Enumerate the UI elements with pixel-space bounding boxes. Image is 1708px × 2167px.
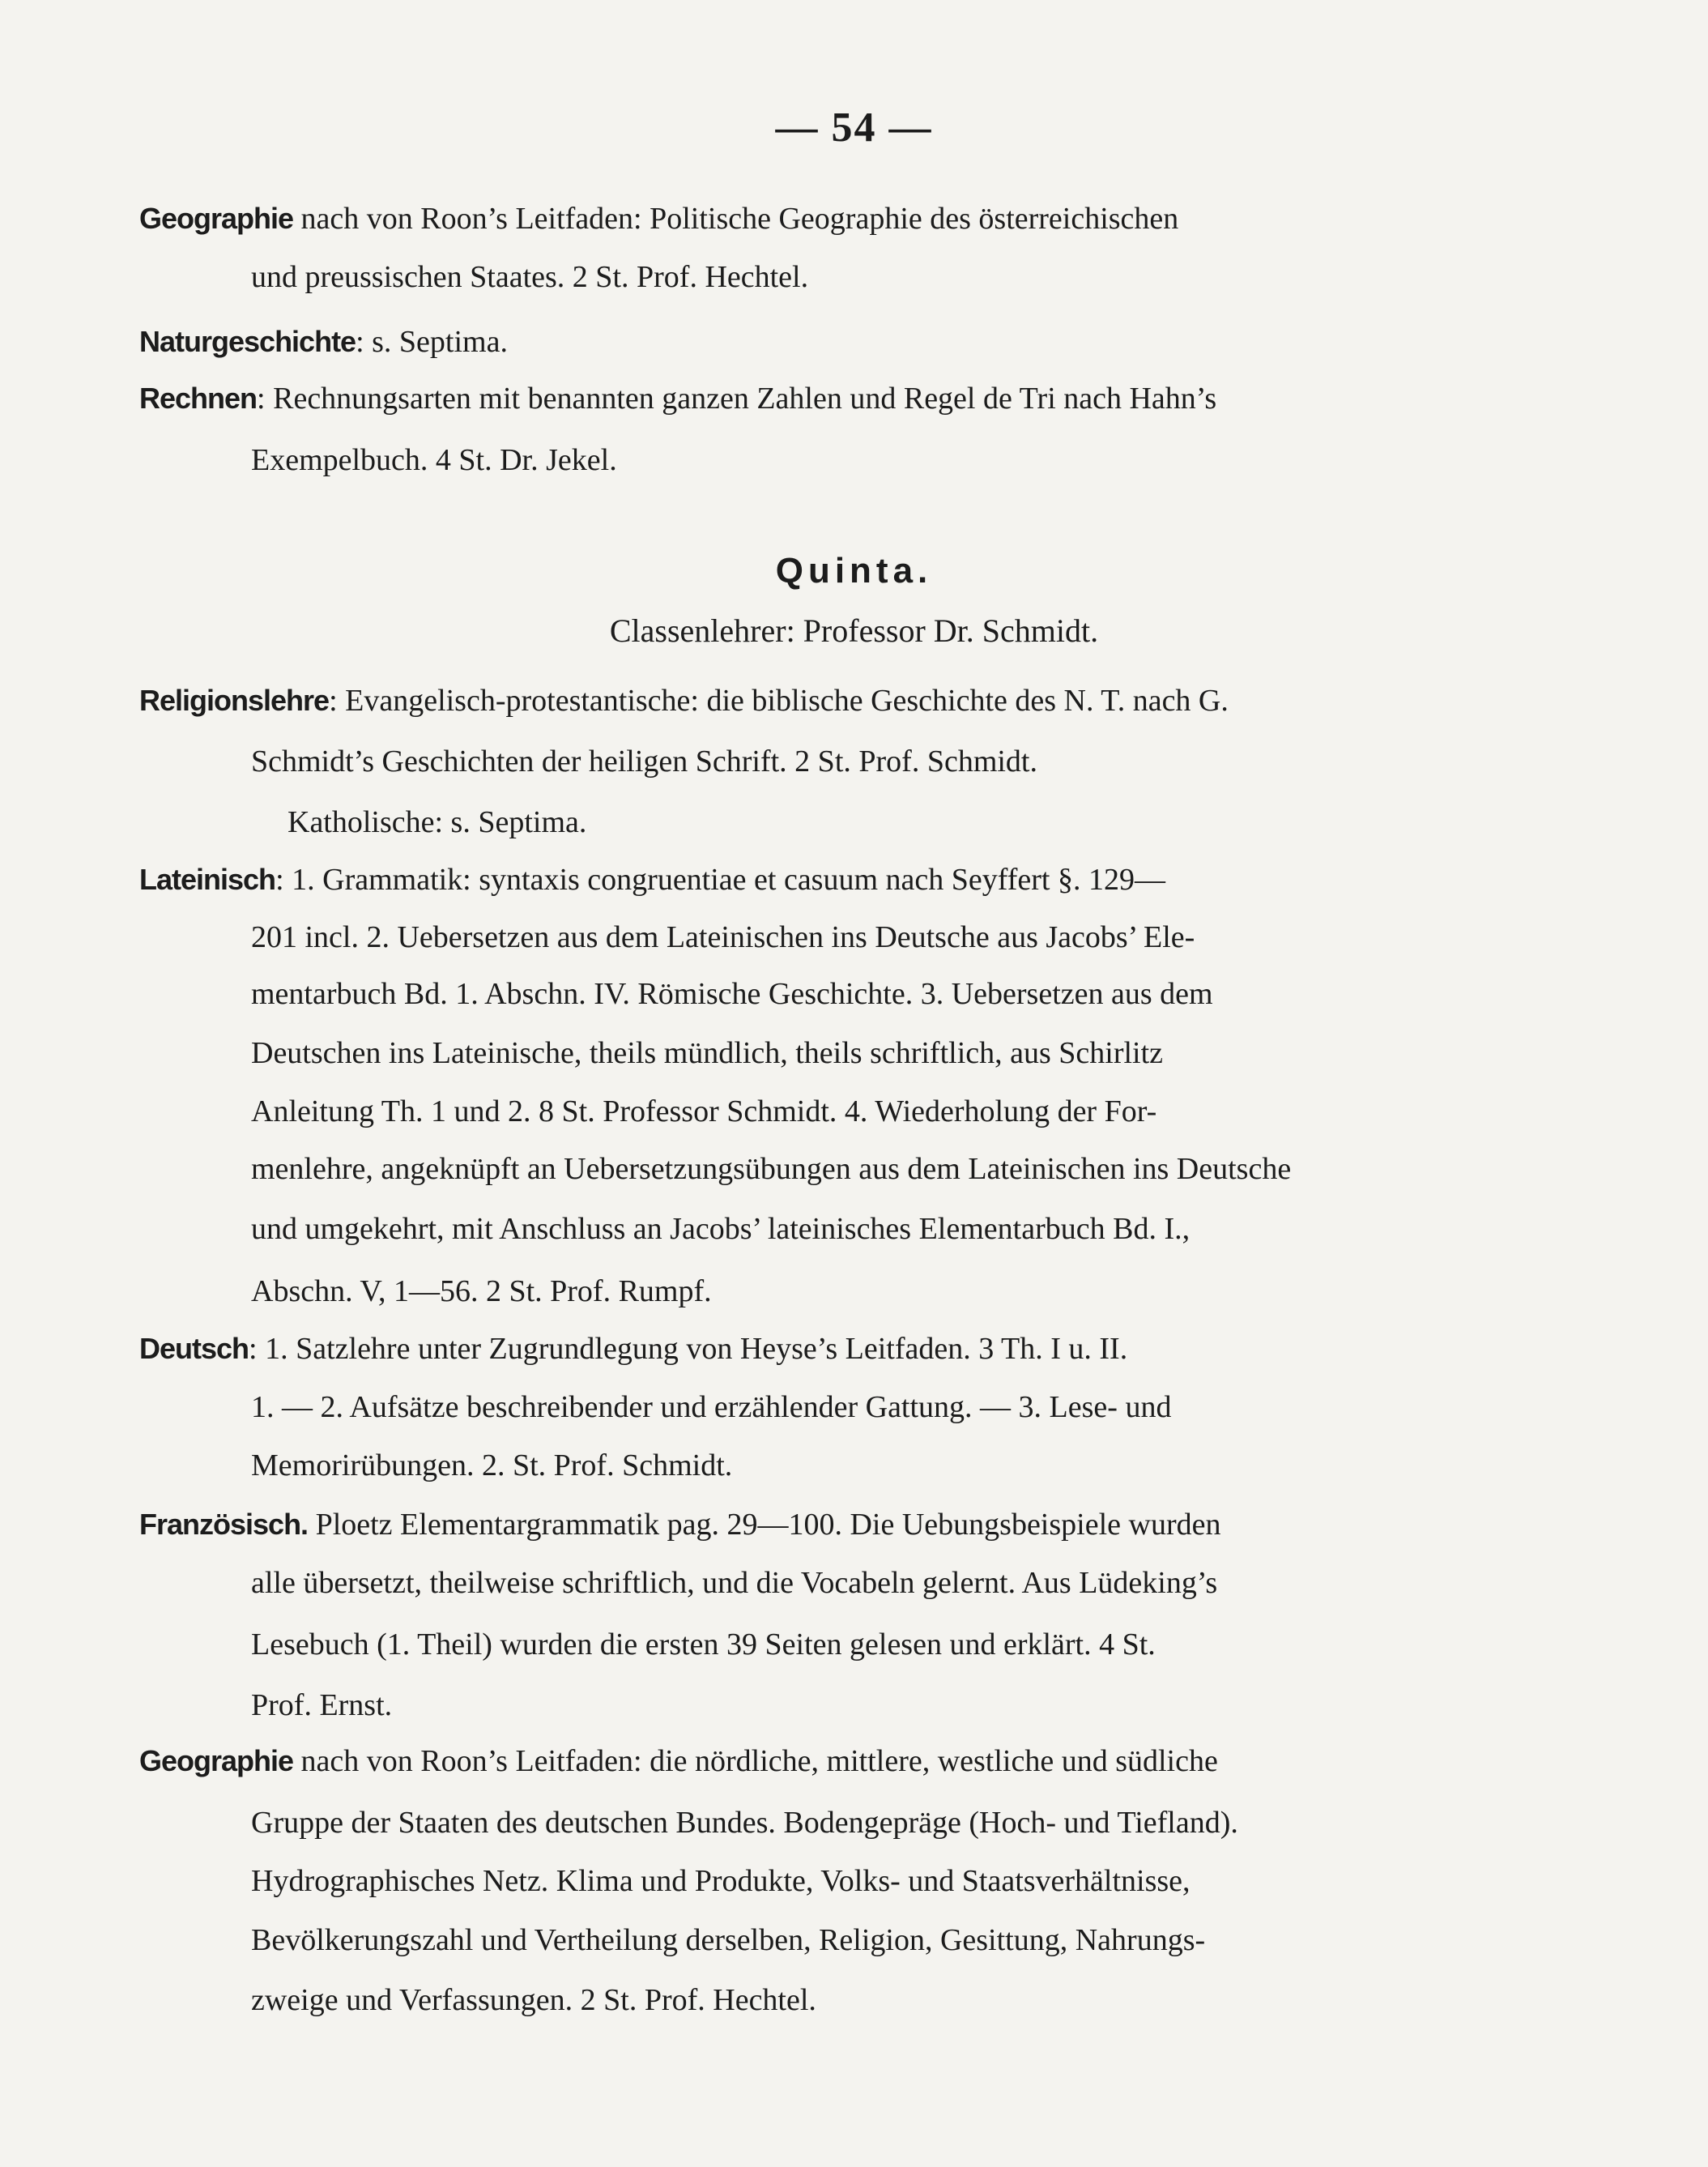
text-line: [139, 201, 1178, 237]
text-line: [251, 1627, 1156, 1662]
text-line: [251, 1982, 816, 2018]
text-line: [251, 1035, 1163, 1071]
line-text: : Evangelisch-protestantische: die biblische Geschichte des N. T. nach G.: [329, 684, 1229, 718]
section-title: Quinta.: [775, 551, 933, 591]
line-text: Hydrographisches Netz. Klima und Produkte, Volks- und Staatsverhältnisse,: [251, 1864, 1190, 1898]
line-text: Prof. Ernst.: [251, 1688, 393, 1722]
text-line: [251, 442, 617, 478]
line-text: Gruppe der Staaten des deutschen Bundes. Bodengepräge (Hoch- und Tiefland).: [251, 1806, 1238, 1840]
line-text: : 1. Grammatik: syntaxis congruentiae et casuum nach Seyffert §. 129—: [275, 863, 1165, 897]
line-text: : Rechnungsarten mit benannten ganzen Zahlen und Regel de Tri nach Hahn’s: [257, 382, 1217, 416]
text-line: [139, 1507, 1220, 1542]
text-line: [251, 1211, 1190, 1247]
line-text: und preussischen Staates. 2 St. Prof. Hechtel.: [251, 260, 809, 294]
line-text: alle übersetzt, theilweise schriftlich, und die Vocabeln gelernt. Aus Lüdeking’s: [251, 1566, 1218, 1600]
subject-heading: Französisch.: [139, 1508, 309, 1541]
text-line: [251, 1448, 732, 1483]
text-line: [251, 919, 1195, 955]
line-text: Abschn. V, 1—56. 2 St. Prof. Rumpf.: [251, 1274, 712, 1308]
subject-heading: Naturgeschichte: [139, 325, 356, 358]
line-text: Katholische: s. Septima.: [288, 805, 587, 839]
line-text: Bevölkerungszahl und Vertheilung derselben, Religion, Gesittung, Nahrungs-: [251, 1923, 1206, 1957]
text-line: [251, 259, 808, 295]
text-line: [288, 804, 586, 840]
line-text: nach von Roon’s Leitfaden: Politische Geographie des österreichischen: [293, 202, 1179, 236]
text-line: [251, 744, 1037, 779]
class-teacher-line: Classenlehrer: Professor Dr. Schmidt.: [609, 612, 1099, 649]
text-line: [251, 1389, 1171, 1425]
line-text: Memorirübungen. 2. St. Prof. Schmidt.: [251, 1448, 733, 1482]
line-text: zweige und Verfassungen. 2 St. Prof. Hechtel.: [251, 1983, 816, 2017]
line-text: Ploetz Elementargrammatik pag. 29—100. Die Uebungsbeispiele wurden: [308, 1508, 1221, 1542]
line-text: Exempelbuch. 4 St. Dr. Jekel.: [251, 443, 617, 477]
text-line: [251, 1273, 712, 1309]
text-line: [251, 976, 1213, 1012]
text-line: [251, 1863, 1190, 1899]
line-text: mentarbuch Bd. 1. Abschn. IV. Römische Geschichte. 3. Uebersetzen aus dem: [251, 977, 1213, 1011]
subject-heading: Geographie: [139, 1744, 294, 1777]
line-text: Anleitung Th. 1 und 2. 8 St. Professor Schmidt. 4. Wiederholung der For-: [251, 1094, 1157, 1128]
subject-heading: Deutsch: [139, 1332, 249, 1365]
text-line: [251, 1565, 1217, 1601]
subject-heading: Rechnen: [139, 382, 258, 415]
line-text: und umgekehrt, mit Anschluss an Jacobs’ lateinisches Elementarbuch Bd. I.,: [251, 1212, 1190, 1246]
subject-heading: Geographie: [139, 202, 294, 235]
page-number: — 54 —: [775, 105, 933, 151]
line-text: menlehre, angeknüpft an Uebersetzungsübungen aus dem Lateinischen ins Deutsche: [251, 1152, 1292, 1186]
line-text: : 1. Satzlehre unter Zugrundlegung von Heyse’s Leitfaden. 3 Th. I u. II.: [249, 1332, 1128, 1366]
text-line: [139, 1331, 1127, 1367]
line-text: Schmidt’s Geschichten der heiligen Schrift. 2 St. Prof. Schmidt.: [251, 744, 1037, 778]
text-line: [251, 1094, 1156, 1129]
line-text: 1. — 2. Aufsätze beschreibender und erzählender Gattung. — 3. Lese- und: [251, 1390, 1172, 1424]
line-text: : s. Septima.: [356, 325, 508, 359]
text-line: [251, 1151, 1291, 1187]
line-text: 201 incl. 2. Uebersetzen aus dem Lateinischen ins Deutsche aus Jacobs’ Ele-: [251, 920, 1195, 954]
line-text: nach von Roon’s Leitfaden: die nördliche, mittlere, westliche und südliche: [293, 1744, 1218, 1778]
text-line: [139, 381, 1216, 416]
line-text: Lesebuch (1. Theil) wurden die ersten 39 Seiten gelesen und erklärt. 4 St.: [251, 1627, 1156, 1662]
text-line: [251, 1805, 1238, 1841]
text-line: [139, 862, 1165, 898]
text-line: [139, 683, 1229, 719]
subject-heading: Lateinisch: [139, 863, 276, 896]
text-line: [139, 324, 508, 360]
text-line: [251, 1687, 392, 1723]
text-line: [139, 1743, 1218, 1779]
text-line: [251, 1922, 1205, 1958]
line-text: Deutschen ins Lateinische, theils mündlich, theils schriftlich, aus Schirlitz: [251, 1036, 1164, 1070]
subject-heading: Religionslehre: [139, 684, 330, 717]
